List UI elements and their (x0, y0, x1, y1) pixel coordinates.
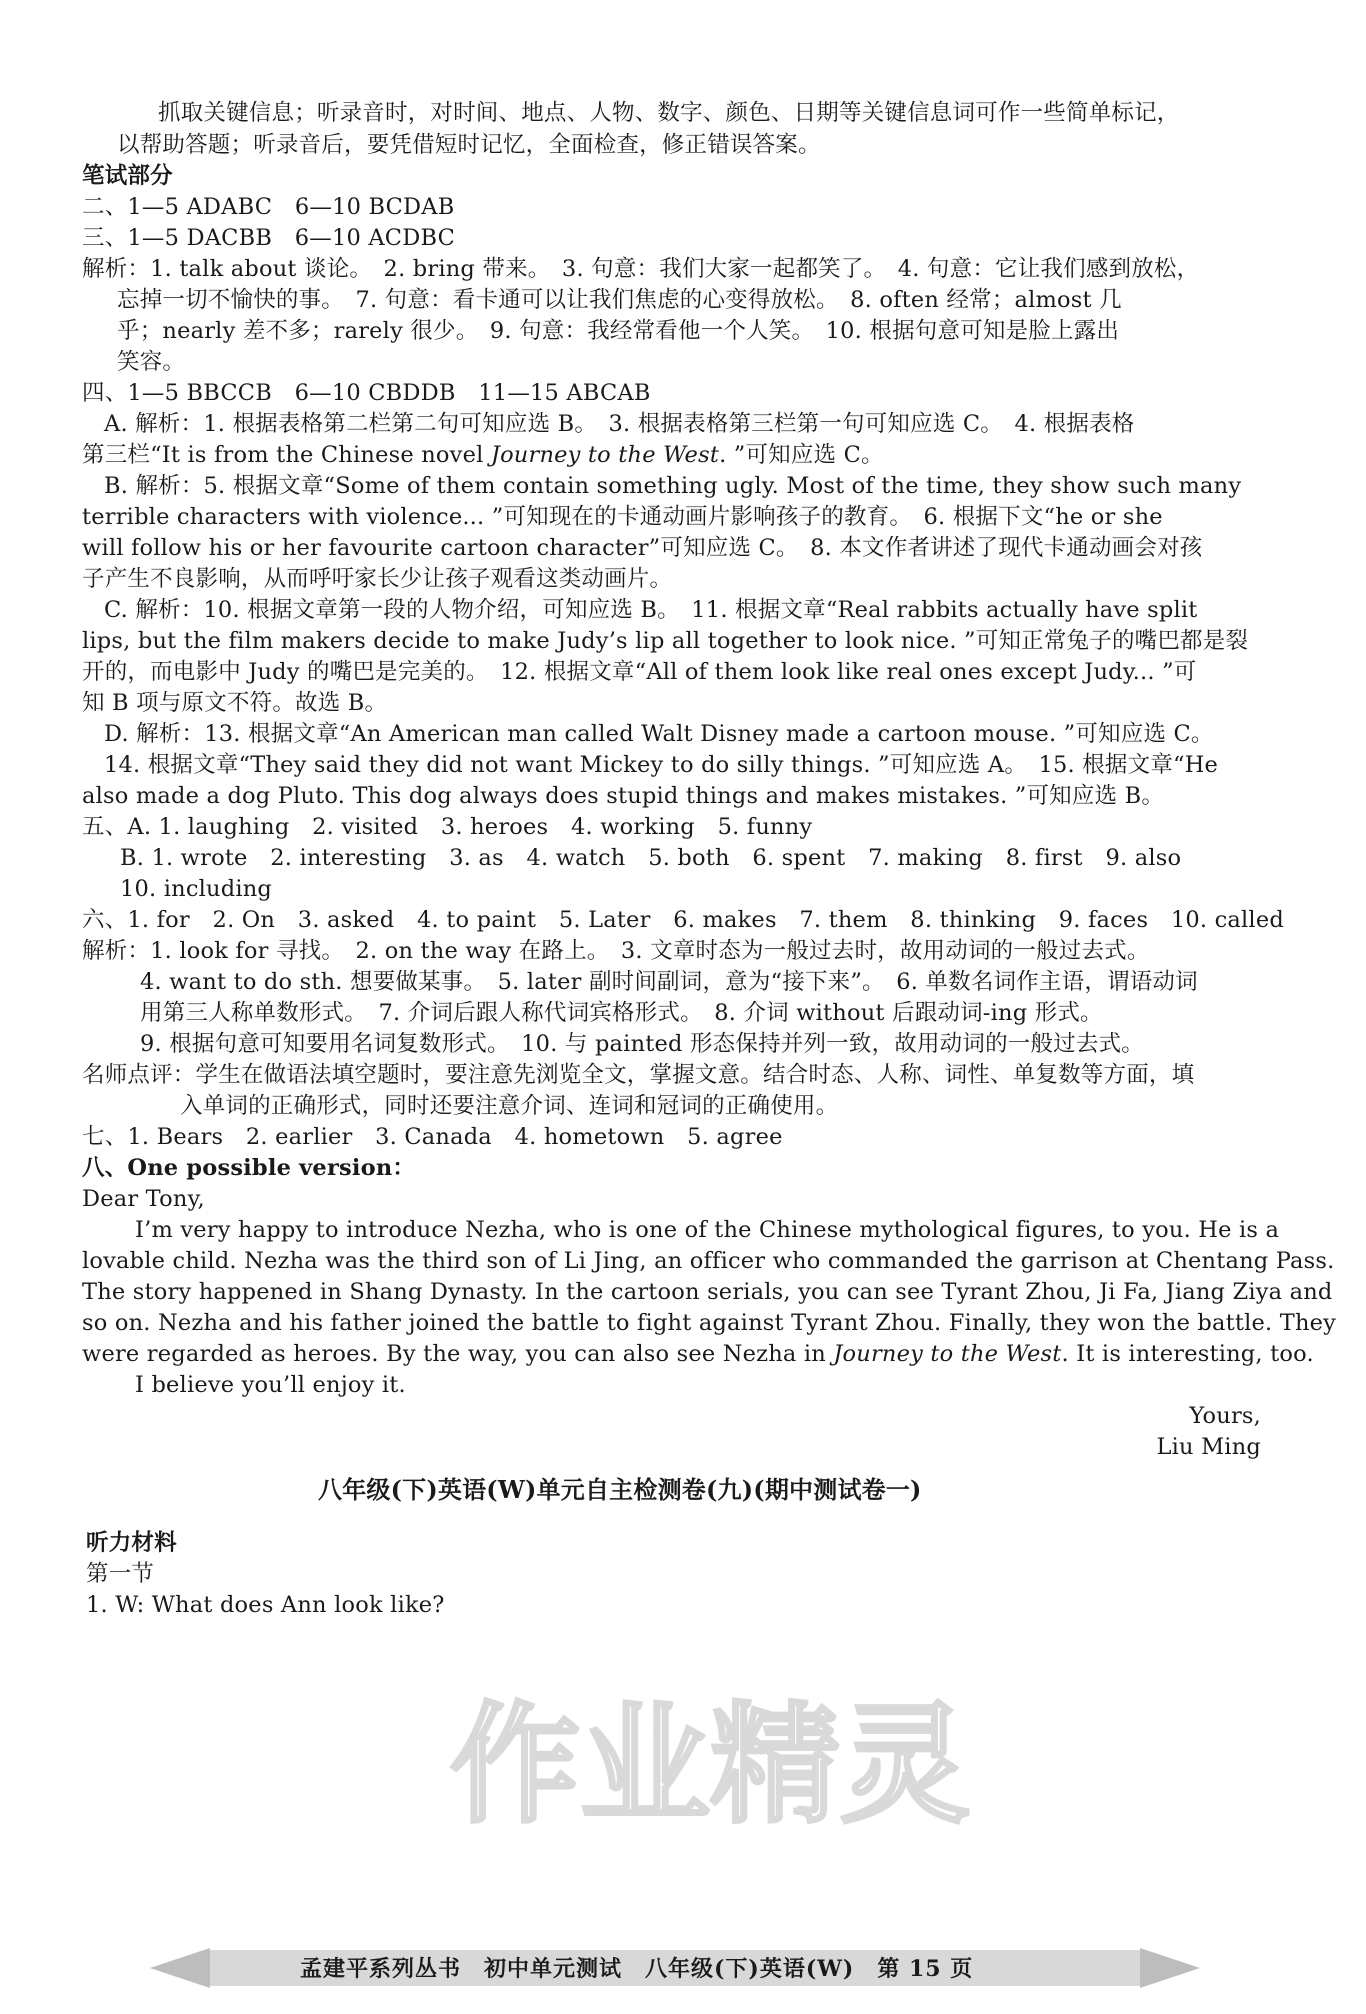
section-4-D-1: D. 解析：13. 根据文章“An American man called Walt Disney made a cartoon mouse. ”可知应选 C。 (104, 721, 1214, 747)
letter-line-2: lovable child. Nezha was the third son of Li Jing, an officer who commanded the garrison at Chentang Pass. (82, 1248, 1335, 1274)
section-4-C-1: C. 解析：10. 根据文章第一段的人物介绍，可知应选 B。 11. 根据文章“Real rabbits actually have split (104, 597, 1198, 623)
letter-line-4: so on. Nezha and his father joined the battle to fight against Tyrant Zhou. Finally, they won the battle. They (82, 1310, 1337, 1336)
section-5-A: 五、A. 1. laughing 2. visited 3. heroes 4. working 5. funny (82, 814, 813, 840)
footer-left-arrow-icon (150, 1948, 210, 1988)
letter-line-1: I’m very happy to introduce Nezha, who is one of the Chinese mythological figures, to you. He is a (135, 1217, 1280, 1243)
section-4-D-2: 14. 根据文章“They said they did not want Mickey to do silly things. ”可知应选 A。 15. 根据文章“He (104, 752, 1219, 778)
letter-signature: Liu Ming (1156, 1434, 1261, 1460)
listening-section: 第一节 (86, 1561, 155, 1587)
section-3-explain-3: 乎；nearly 差不多；rarely 很少。 9. 句意：我经常看他一个人笑。 10. 根据句意可知是脸上露出 (117, 318, 1120, 344)
section-5-B-cont: 10. including (120, 876, 273, 902)
section-3-explain-2: 忘掉一切不愉快的事。 7. 句意：看卡通可以让我们焦虑的心变得放松。 8. often 经常；almost 几 (117, 287, 1122, 313)
section-4-C-2: lips, but the film makers decide to make Judy’s lip all together to look nice. ”可知正常兔子的嘴巴都是裂 (82, 628, 1249, 654)
next-test-title: 八年级(下)英语(W)单元自主检测卷(九)(期中测试卷一) (318, 1475, 922, 1504)
section-3-explain-4: 笑容。 (117, 349, 186, 375)
teacher-tip-2: 入单词的正确形式，同时还要注意介词、连词和冠词的正确使用。 (180, 1093, 839, 1119)
section-4-B-2: terrible characters with violence... ”可知现在的卡通动画片影响孩子的教育。 6. 根据下文“he or she (82, 504, 1163, 530)
intro-line-2: 以帮助答题；听录音后，要凭借短时记忆，全面检查，修正错误答案。 (117, 132, 821, 158)
footer-bar (150, 1942, 1200, 1994)
section-8-heading: 八、One possible version： (82, 1155, 416, 1181)
section-3-explain-1: 解析：1. talk about 谈论。 2. bring 带来。 3. 句意：我们大家一起都笑了。 4. 句意：它让我们感到放松， (82, 256, 1200, 282)
listening-q1: 1. W: What does Ann look like? (86, 1592, 445, 1618)
section-2-answers: 二、1—5 ADABC 6—10 BCDAB (82, 194, 455, 220)
footer-text: 孟建平系列丛书 初中单元测试 八年级(下)英语(W) 第 15 页 (300, 1956, 974, 1982)
letter-line-3: The story happened in Shang Dynasty. In the cartoon serials, you can see Tyrant Zhou, Ji Fa, Jiang Ziya and (82, 1279, 1333, 1305)
section-7-answers: 七、1. Bears 2. earlier 3. Canada 4. hometown 5. agree (82, 1124, 783, 1150)
watermark-logo (330, 1690, 1090, 1850)
section-4-answers: 四、1—5 BBCCB 6—10 CBDDB 11—15 ABCAB (82, 380, 651, 406)
letter-line-5: were regarded as heroes. By the way, you can also see Nezha in Journey to the West. It is interesting, too. (82, 1341, 1314, 1367)
section-6-explain-3: 用第三人称单数形式。 7. 介词后跟人称代词宾格形式。 8. 介词 without 后跟动词-ing 形式。 (140, 1000, 1103, 1026)
section-4-D-3: also made a dog Pluto. This dog always does stupid things and makes mistakes. ”可知应选 B。 (82, 783, 1165, 809)
letter-closing-line: I believe you’ll enjoy it. (135, 1372, 406, 1398)
section-6-answers: 六、1. for 2. On 3. asked 4. to paint 5. Later 6. makes 7. them 8. thinking 9. faces 10. called (82, 907, 1284, 933)
section-4-B-1: B. 解析：5. 根据文章“Some of them contain something ugly. Most of the time, they show such many (104, 473, 1242, 499)
section-6-explain-2: 4. want to do sth. 想要做某事。 5. later 副时间副词，意为“接下来”。 6. 单数名词作主语，谓语动词 (140, 969, 1198, 995)
section-5-B: B. 1. wrote 2. interesting 3. as 4. watch 5. both 6. spent 7. making 8. first 9. also (120, 845, 1182, 871)
intro-line-1: 抓取关键信息；听录音时，对时间、地点、人物、数字、颜色、日期等关键信息词可作一些简单标记， (158, 100, 1180, 126)
letter-greeting: Dear Tony, (82, 1186, 205, 1212)
section-6-explain-1: 解析：1. look for 寻找。 2. on the way 在路上。 3. 文章时态为一般过去时，故用动词的一般过去式。 (82, 938, 1150, 964)
section-3-answers: 三、1—5 DACBB 6—10 ACDBC (82, 225, 456, 251)
section-4-A-2: 第三栏“It is from the Chinese novel Journey to the West. ”可知应选 C。 (82, 442, 884, 468)
teacher-tip-1: 名师点评：学生在做语法填空题时，要注意先浏览全文，掌握文意。结合时态、人称、词性、单复数等方面，填 (82, 1062, 1195, 1088)
footer-right-arrow-icon (1140, 1948, 1200, 1988)
watermark-text: 作业精灵 (449, 1690, 971, 1841)
section-4-C-4: 知 B 项与原文不符。故选 B。 (82, 690, 388, 716)
written-heading: 笔试部分 (82, 163, 173, 189)
section-4-B-4: 子产生不良影响，从而呼吁家长少让孩子观看这类动画片。 (82, 566, 673, 592)
section-6-explain-4: 9. 根据句意可知要用名词复数形式。 10. 与 painted 形态保持并列一致，故用动词的一般过去式。 (140, 1031, 1144, 1057)
section-4-B-3: will follow his or her favourite cartoon character”可知应选 C。 8. 本文作者讲述了现代卡通动画会对孩 (82, 535, 1203, 561)
listening-heading: 听力材料 (86, 1530, 177, 1556)
section-4-C-3: 开的，而电影中 Judy 的嘴巴是完美的。 12. 根据文章“All of them look like real ones except Judy... ”可 (82, 659, 1197, 685)
section-4-A-1: A. 解析：1. 根据表格第二栏第二句可知应选 B。 3. 根据表格第三栏第一句可知应选 C。 4. 根据表格 (104, 411, 1135, 437)
letter-sign-off: Yours, (1189, 1403, 1261, 1429)
